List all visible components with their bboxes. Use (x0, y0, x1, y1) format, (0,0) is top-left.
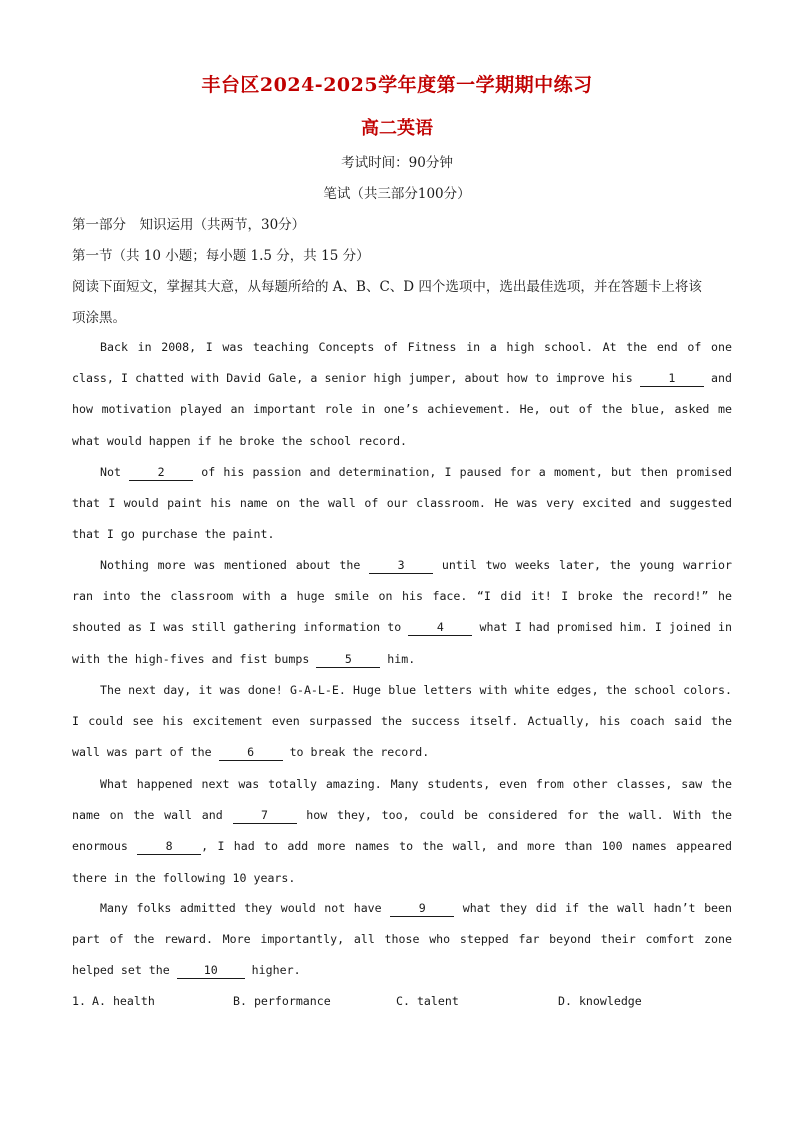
passage-text: how they, too, could be considered for the wall. With the enormous (72, 808, 732, 854)
passage-text: , I had to add more names to the wall, and more than 100 names appeared there in the following 10 years. (72, 839, 732, 885)
passage-text: higher. (244, 963, 301, 978)
passage-paragraph-5 (72, 769, 732, 894)
passage-text: What happened next was totally amazing. Many students, even from other classes, saw the name on the wall and (72, 777, 732, 823)
blank-4: 4 (408, 620, 472, 636)
blank-10: 10 (177, 963, 245, 979)
passage-text: what they did if the wall hadn’t been part of the reward. More importantly, all those who stepped far beyond their comfort zone helped set the (72, 901, 733, 978)
passage-paragraph-2 (72, 457, 732, 551)
question-1-number: 1. (72, 994, 86, 1008)
blank-5: 5 (316, 652, 380, 668)
blank-8: 8 (137, 839, 201, 855)
passage-text: Back in 2008, I was teaching Concepts of Fitness in a high school. At the end of one class, I chatted with David Gale, a senior high jumper, about how to improve his (72, 340, 732, 386)
exam-subject: 高二英语 (361, 118, 433, 139)
instruction-line-2: 项涂黑。 (72, 310, 126, 326)
passage-text: Not (100, 465, 130, 479)
passage-text: of his passion and determination, I paused for a moment, but then promised that I would paint his name on the wall of our classroom. He was very excited and suggested that I go purchase the paint. (72, 465, 732, 542)
blank-2: 2 (129, 465, 193, 481)
instruction-line-1: 阅读下面短文，掌握其大意，从每题所给的 A、B、C、D 四个选项中，选出最佳选项，并在答题卡上将该 (72, 279, 702, 295)
passage-text: Many folks admitted they would not have (100, 901, 391, 915)
passage-paragraph-6 (72, 893, 732, 987)
passage-text: what I had promised him. I joined in with the high-fives and fist bumps (72, 620, 732, 666)
passage-text: The next day, it was done! G-A-L-E. Huge blue letters with white edges, the school colors. I could see his excitement even surpassed the success itself. Actually, his coach said the wall was part of the (72, 683, 732, 760)
passage-text: until two weeks later, the young warrior ran into the classroom with a huge smile on his face. “I did it! I broke the record!” he shouted as I was still gathering information to (72, 558, 733, 635)
part-heading: 第一部分 知识运用（共两节，30分） (72, 217, 306, 233)
written-test-info: 笔试（共三部分100分） (323, 186, 471, 202)
blank-6: 6 (219, 745, 283, 761)
passage-text: and how motivation played an important role in one’s achievement. He, out of the blue, asked me what would happen if he broke the school record. (72, 371, 732, 448)
passage-text: Nothing more was mentioned about the (100, 558, 370, 572)
subsection-heading: 第一节（共 10 小题；每小题 1.5 分，共 15 分） (72, 248, 370, 264)
option-d: D. knowledge (558, 994, 642, 1008)
blank-3: 3 (369, 558, 433, 574)
option-c: C. talent (396, 994, 459, 1008)
passage-paragraph-4 (72, 675, 732, 769)
blank-1: 1 (640, 371, 704, 387)
exam-title: 丰台区2024-2025学年度第一学期期中练习 (201, 74, 593, 96)
passage-paragraph-1 (72, 332, 732, 457)
passage-text: him. (380, 651, 416, 666)
option-b: B. performance (233, 994, 331, 1008)
exam-time: 考试时间：90分钟 (341, 155, 453, 171)
passage-paragraph-3 (72, 550, 732, 675)
passage-text: to break the record. (282, 745, 430, 760)
blank-7: 7 (233, 808, 297, 824)
blank-9: 9 (390, 901, 454, 917)
option-a: A. health (92, 994, 155, 1008)
